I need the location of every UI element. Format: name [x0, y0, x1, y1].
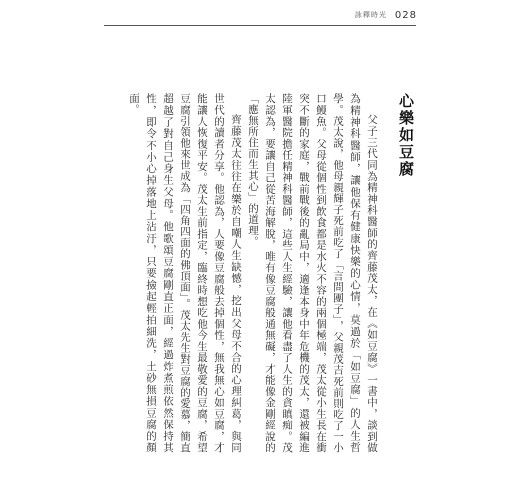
page-number: 028	[394, 9, 417, 21]
paragraph: 父子三代同為精神科醫師的齊藤茂太，在《如豆腐》一書中，談到做為精神科醫師，讓他保有健康快樂的心情，莫過於「如豆腐」的人生哲學。茂太說，他母親輝子死前吃了「言問團子」，父親茂吉死前則吃了一小口鰻魚。父母從個性到飲食都是水火不容的兩個極端，茂太從小生長在衝突不斷的家庭，戰前戰後的亂局中，適逢本身中年危機的茂太，還被編進陸軍醫院擔任精神科醫師，這些人生經驗，讓他看盡了人生的貪瞋痴。茂太認為，要讓自己從苦海解脫，唯有像豆腐般通無礙，才能像金剛經說的「應無所住而生其心」的道理。	[247, 93, 378, 453]
page-header	[287, 8, 417, 22]
running-head: 詠釋時光	[354, 11, 387, 19]
article-title: 心樂如豆腐	[397, 93, 415, 178]
header-rule	[104, 25, 416, 26]
paragraph: 齊藤茂太往往在樂於自嘲人生缺憾，挖出父母不合的心理糾葛，與同世代的讀者分享。他認為，人要像豆腐般去掉個性，無我無心如豆腐，才能讓人恢復平安。茂太生前指定，臨終時想吃他今生最敬愛的豆腐，希望豆腐引領他來世成為「四角四面的佛頂面」。茂太先生對豆腐的愛慕，簡直超越了對自己身生父母。他歌頌豆腐剛直正面，經過炸煮煎依然保持其性，即令不小心掉落地上沾汙，只要撿起輕拍細洗，土砂無損豆腐的顏面。	[128, 93, 242, 453]
article-body	[125, 93, 418, 453]
